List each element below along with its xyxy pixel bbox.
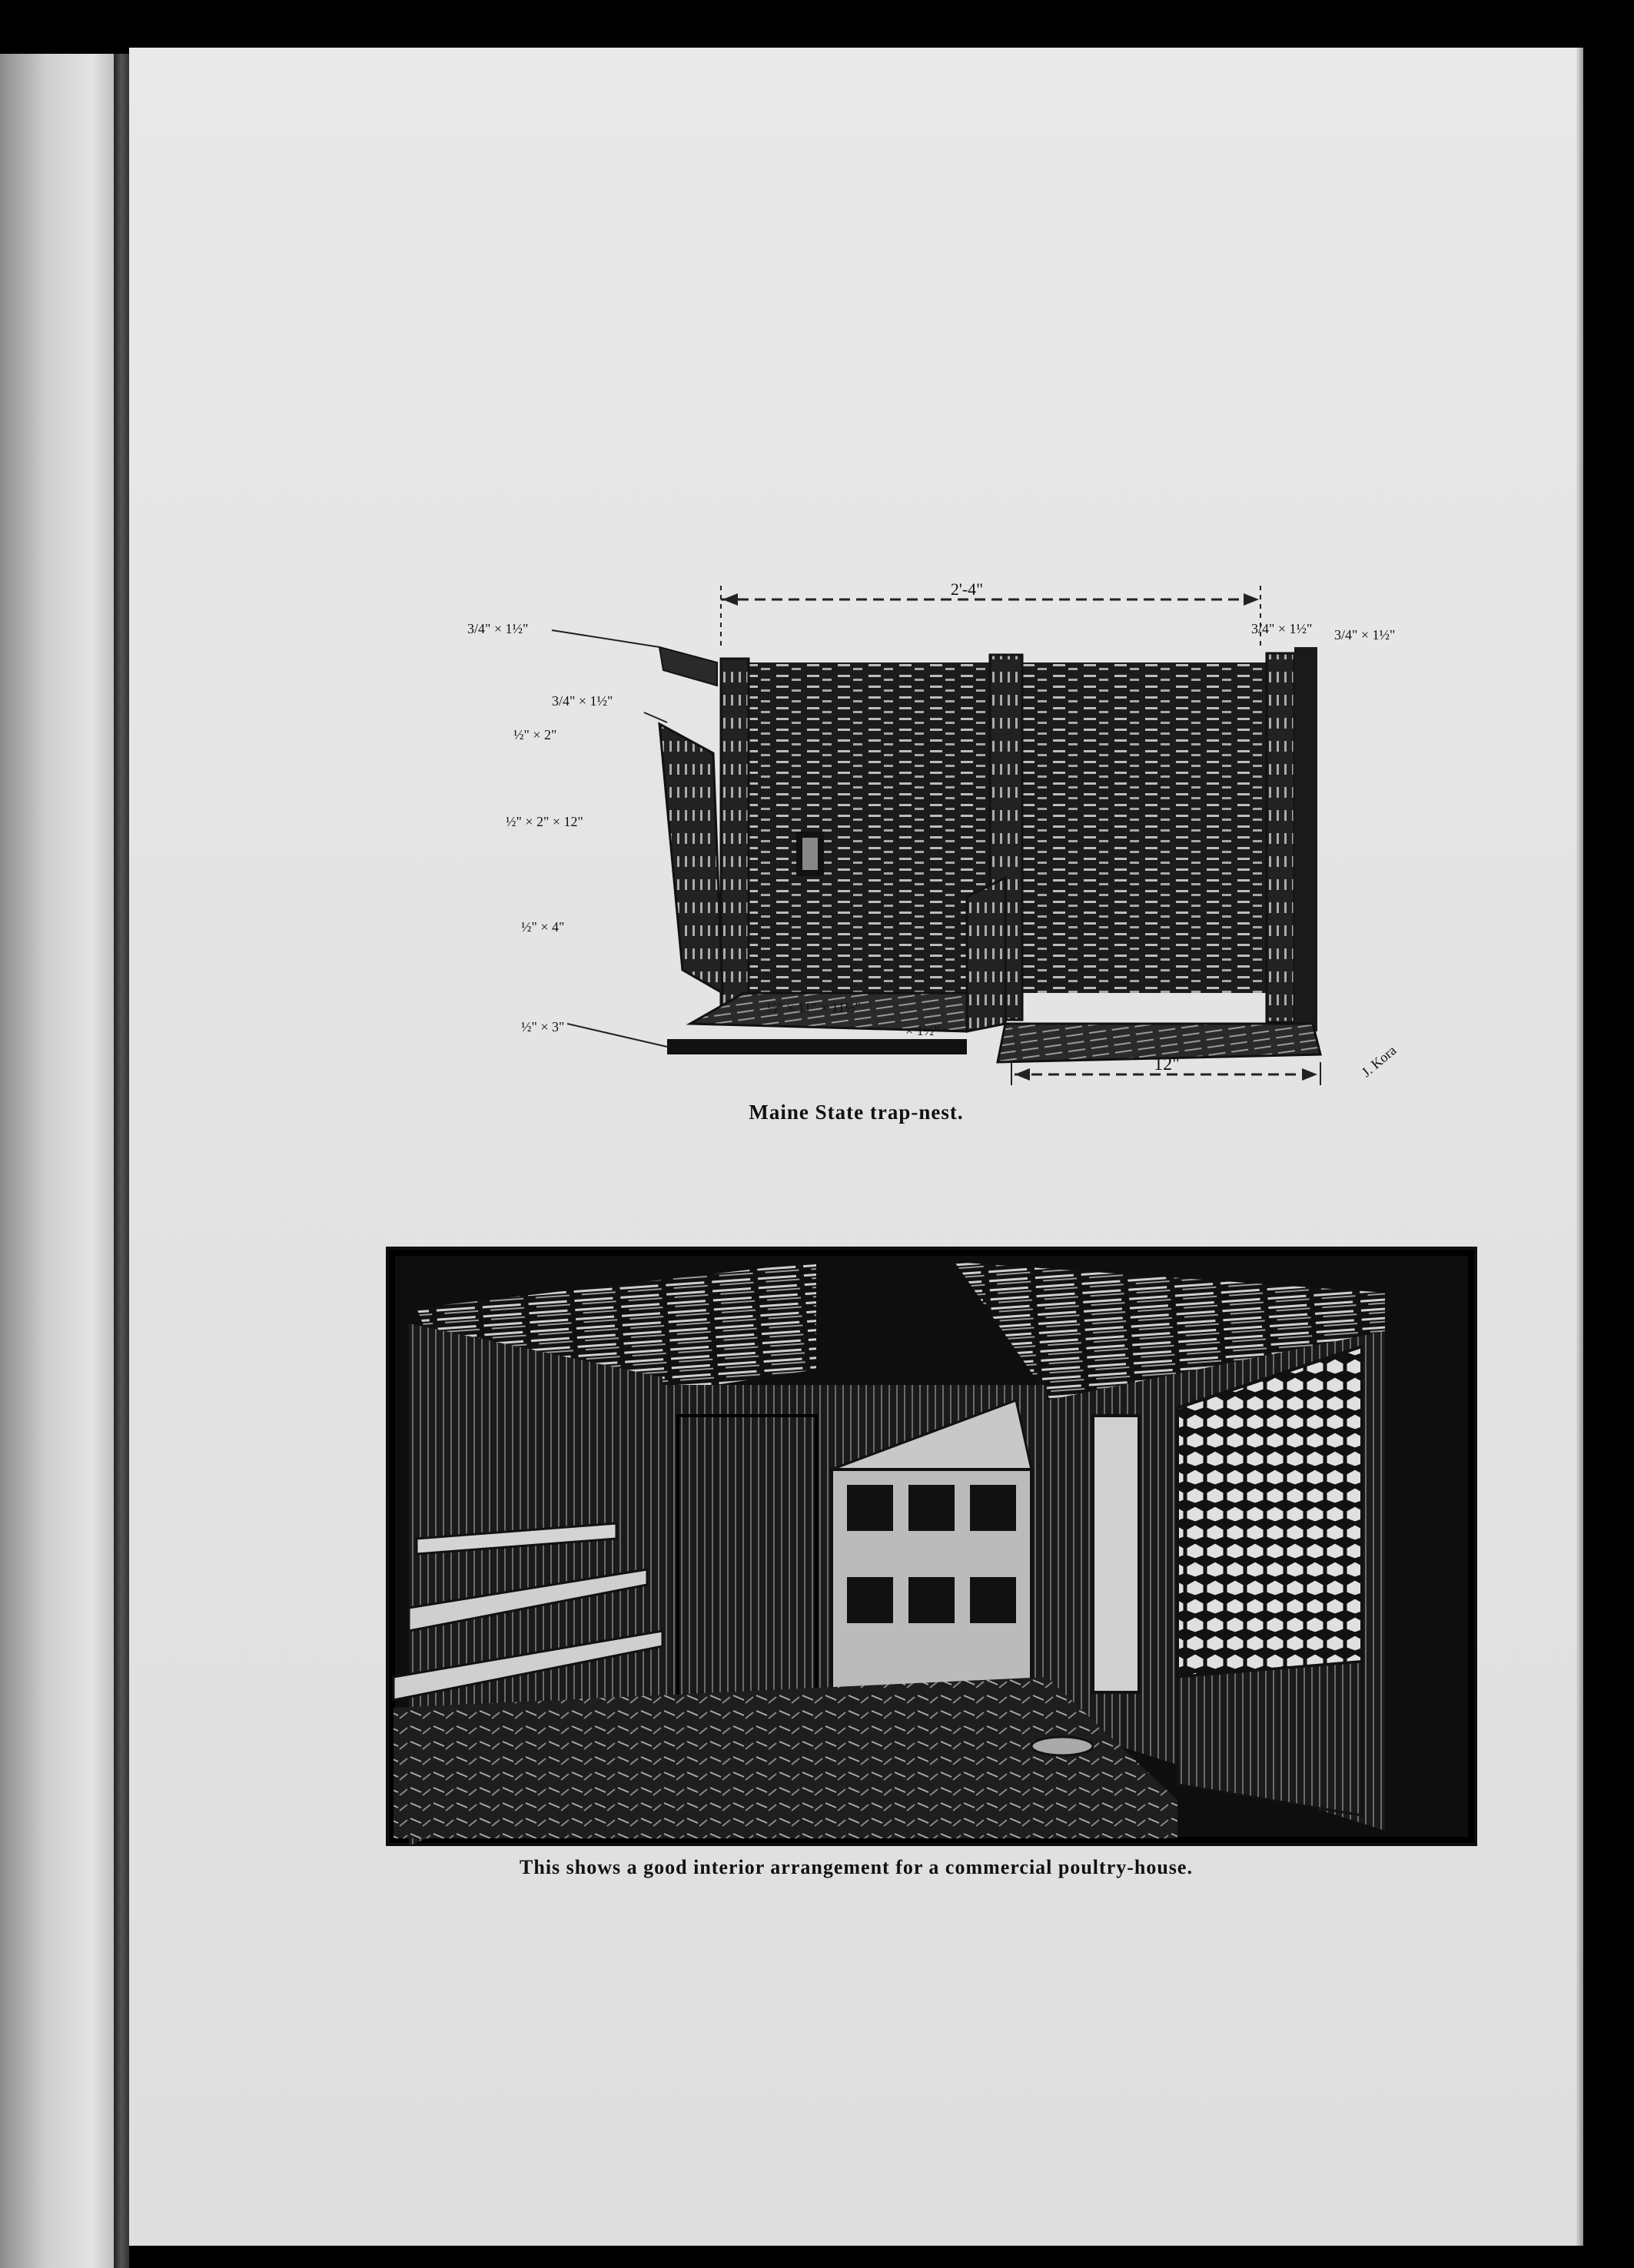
page-edge-shadow [1576, 48, 1583, 2246]
dim-label-left-2: 3/4" × 1½" [552, 693, 613, 709]
figure-caption-poultry-house: This shows a good interior arrangement for a commercial poultry-house. [520, 1856, 1193, 1878]
facing-page-edge [0, 54, 115, 2268]
top-dimension-label: 2'-4" [950, 579, 984, 599]
trap-nest-illustration [437, 532, 1451, 1085]
engraver-signature: J. Kora [1358, 1042, 1400, 1081]
dim-label-right-1: 3/4" × 1½" [1251, 621, 1313, 636]
dim-label-left-4: ½" × 2" × 12" [506, 814, 583, 829]
book-page [129, 48, 1583, 2246]
dim-label-left-3: ½" × 2" [513, 727, 557, 742]
bottom-dimension-label: 12" [1154, 1054, 1180, 1074]
dim-label-left-5: ½" × 4" [521, 919, 565, 935]
figure-caption-trap-nest: Maine State trap-nest. [749, 1101, 964, 1124]
dim-label-right-2: 3/4" × 1½" [1334, 627, 1396, 643]
dim-label-bottom-1: ½" × 11" × 11½" [767, 1000, 862, 1015]
dim-label-left-1: 3/4" × 1½" [467, 621, 529, 636]
book-gutter [114, 54, 129, 2268]
poultry-house-interior-illustration [386, 1247, 1477, 1846]
dim-label-bottom-2: × 1½" [905, 1023, 940, 1038]
dim-label-left-6: ½" × 3" [521, 1019, 565, 1034]
